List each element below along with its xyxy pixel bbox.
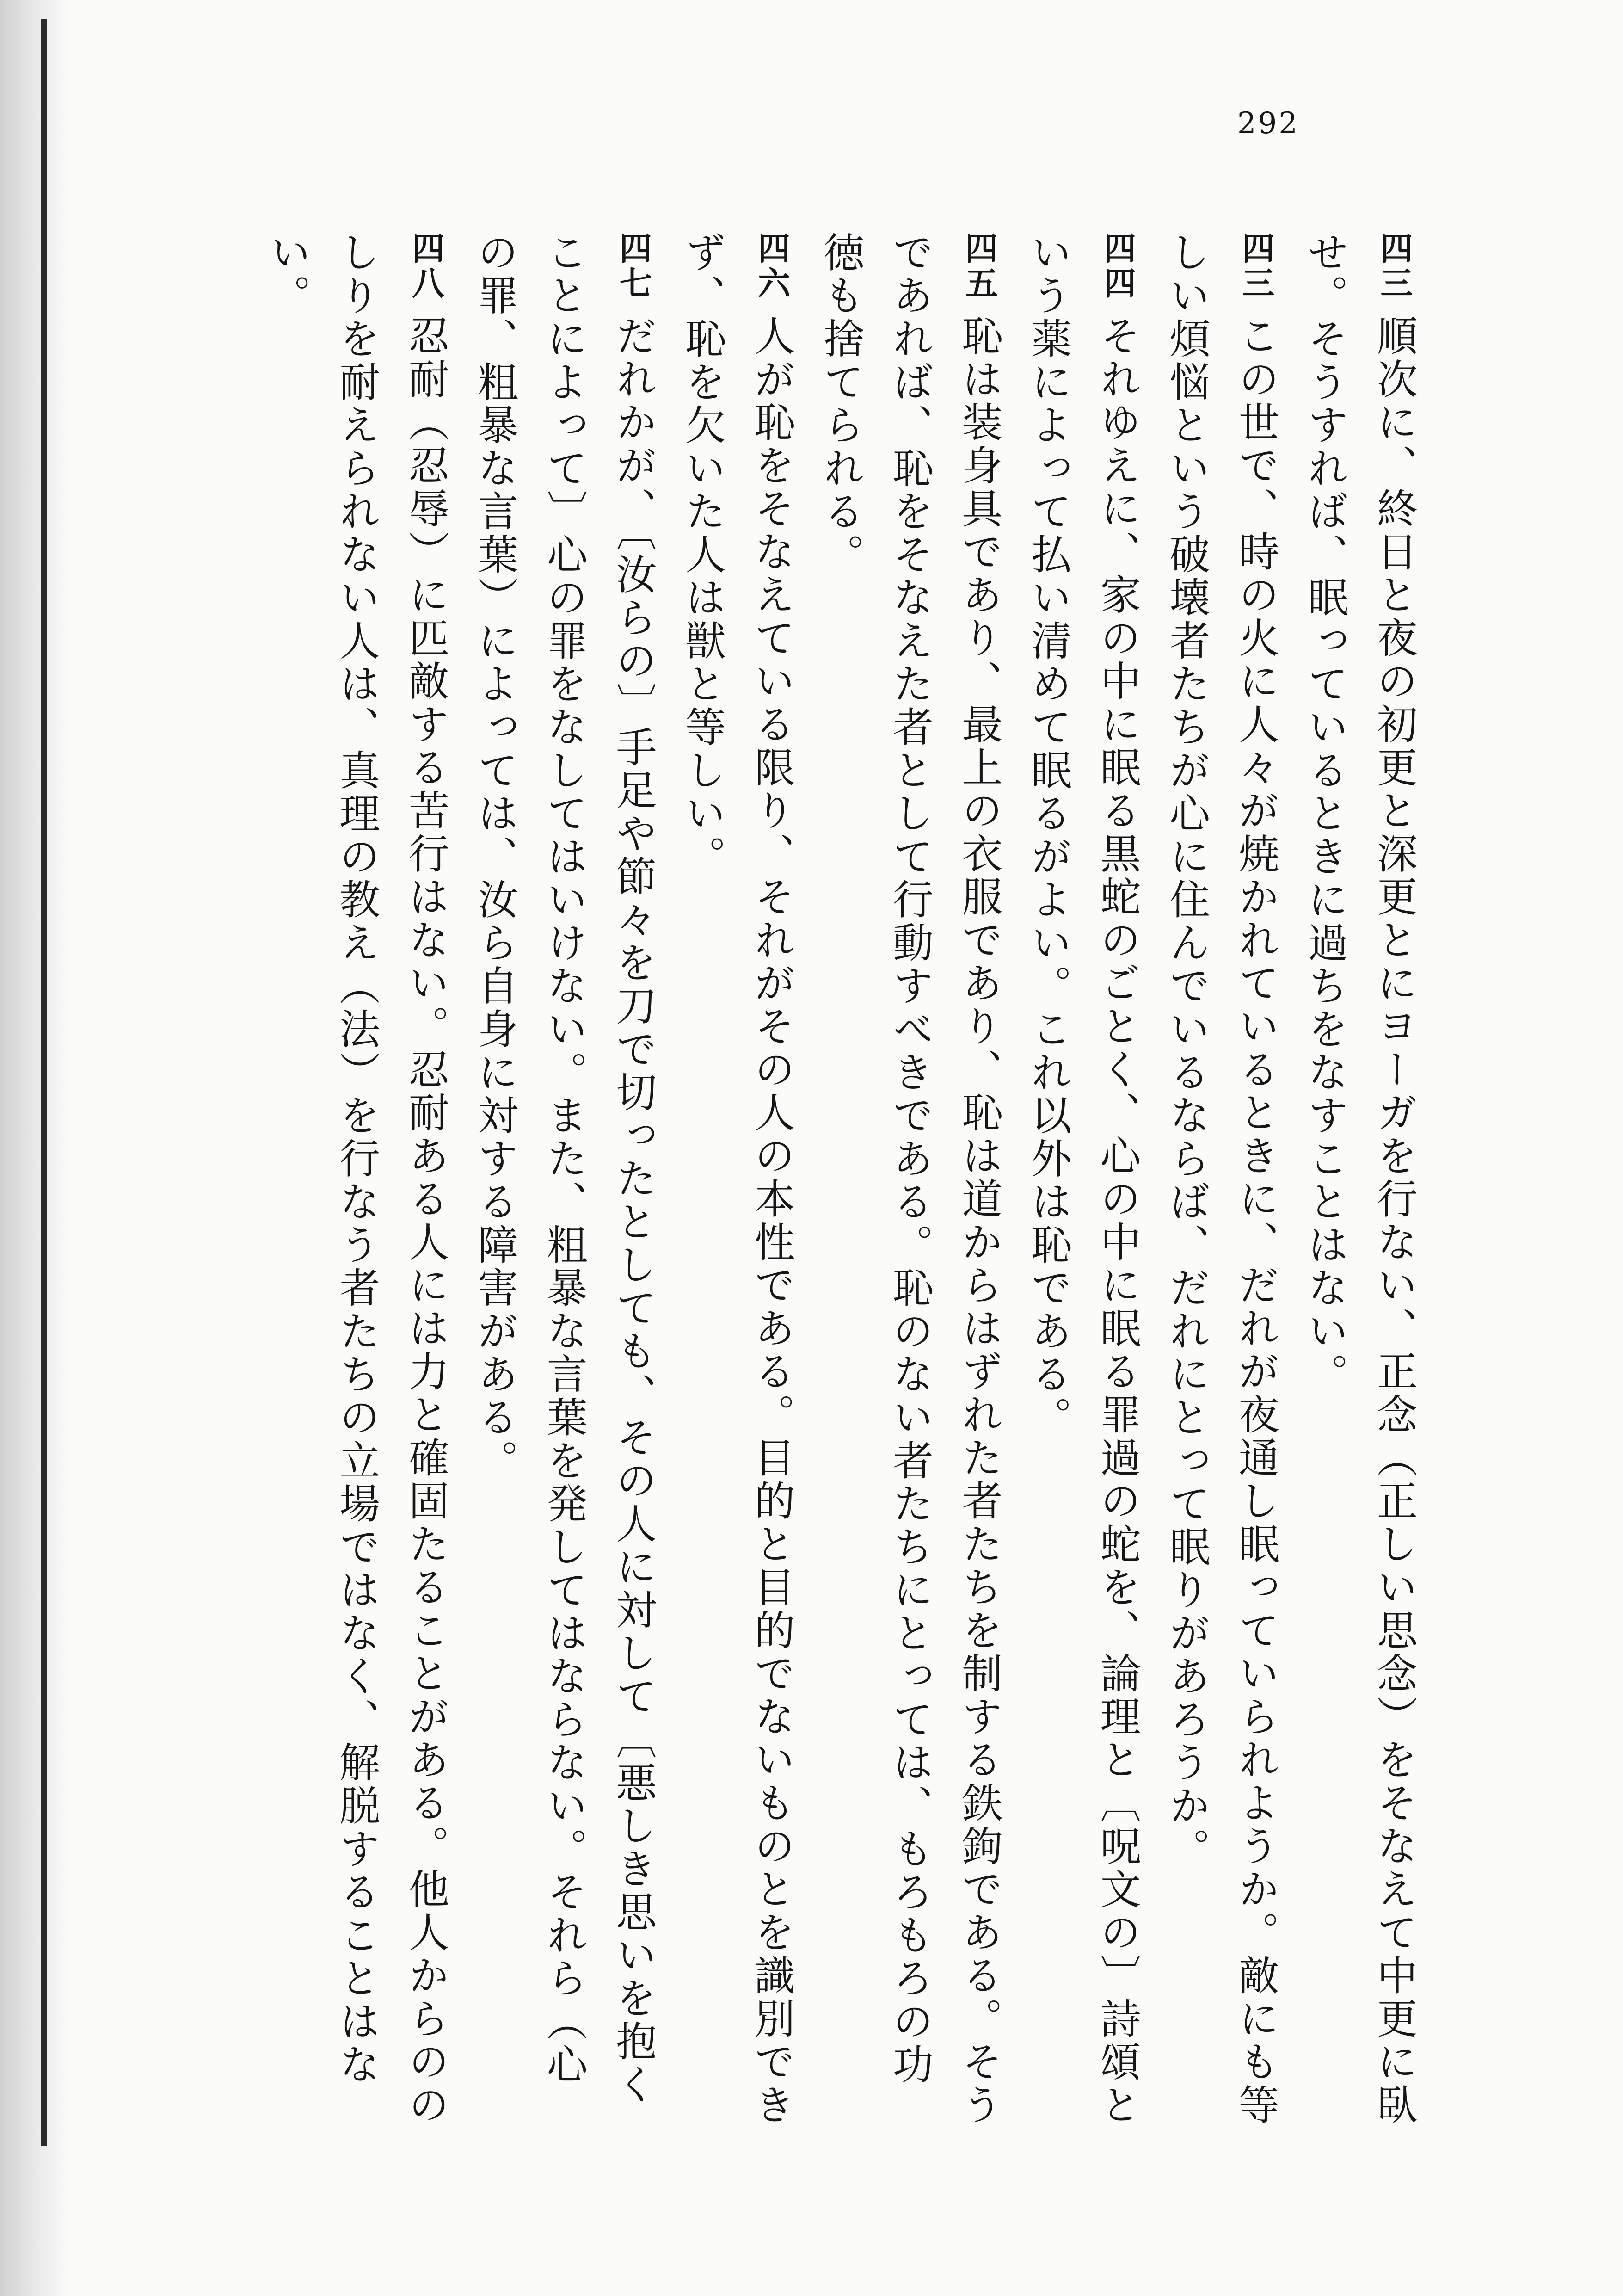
verse-text: この世で、時の火に人々が焼かれているときに、だれが夜通し眠っていられようか。敵にも等しい煩悩という破壊者たちが心に住んでいるならば、だれにとって眠りがあろうか。 xyxy=(1163,231,1280,2127)
verse-number: 四五 xyxy=(960,231,999,301)
verse xyxy=(1152,231,1291,2128)
verse-number: 四三 xyxy=(1375,231,1414,301)
verse-number: 四六 xyxy=(752,231,791,301)
verse-text: 順次に、終日と夜の初更と深更とにヨーガを行ない、正念（正しい思念）をそなえて中更に臥せ。そうすれば、眠っているときに過ちをなすことはない。 xyxy=(1301,231,1418,2127)
verse-number: 四三 xyxy=(1236,231,1275,301)
vertical-text-body xyxy=(111,231,1429,2128)
verse xyxy=(253,231,461,2128)
binding-line xyxy=(41,19,47,2146)
page-number: 292 xyxy=(1237,106,1299,141)
verse-number: 四八 xyxy=(406,231,445,301)
verse-text: 恥は装身具であり、最上の衣服であり、恥は道からはずれた者たちを制する鉄鉤である。そうであれば、恥をそなえた者として行動すべきである。恥のない者たちにとっては、もろもろの功徳も捨てられる。 xyxy=(817,231,1003,2127)
verse xyxy=(668,231,806,2128)
verse xyxy=(806,231,1014,2128)
verse-text: 人が恥をそなえている限り、それがその人の本性である。目的と目的でないものとを識別できず、恥を欠いた人は獣と等しい。 xyxy=(679,231,796,2127)
verse-text: だれかが、〔汝らの〕手足や節々を刀で切ったとしても、その人に対して〔悪しき思いを抱くことによって〕心の罪をなしてはいけない。また、粗暴な言葉を発してはならない。それら（心の罪、粗暴な言葉）によっては、汝ら自身に対する障害がある。 xyxy=(471,231,658,2107)
verse-number: 四七 xyxy=(614,231,653,301)
verse xyxy=(461,231,668,2128)
verse-number: 四四 xyxy=(1098,231,1137,301)
verse xyxy=(1291,231,1429,2128)
verse-text: それゆえに、家の中に眠る黒蛇のごとく、心の中に眠る罪過の蛇を、論理と〔呪文の〕詩頌という薬によって払い清めて眠るがよい。これ以外は恥である。 xyxy=(1025,231,1142,2127)
binding-gutter xyxy=(0,0,69,2296)
verse-text: 忍耐（忍辱）に匹敵する苦行はない。忍耐ある人には力と確固たることがある。他人からののしりを耐えられない人は、真理の教え（法）を行なう者たちの立場ではなく、解脱することはない。 xyxy=(264,231,450,2127)
verse xyxy=(1014,231,1152,2128)
